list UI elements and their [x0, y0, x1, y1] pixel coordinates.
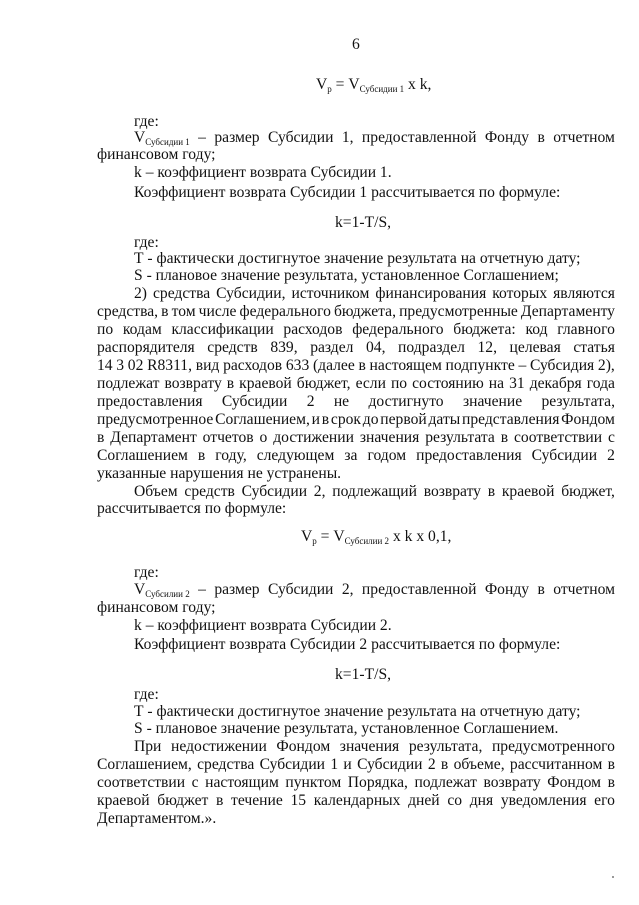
formula-text: V [301, 528, 313, 545]
formula-vr-1 [316, 76, 431, 98]
paragraph-2-line-1: 2) средства Субсидии, источником финансирования которых являются [134, 285, 615, 302]
formula-subscript: р [327, 84, 332, 94]
formula-k-2: k=1-T/S, [335, 666, 392, 683]
definition-k-1: k – коэффициент возврата Субсидии 1. [134, 164, 392, 181]
paragraph-2-line-8: предусмотренное Соглашением, и в срок до первой даты представления Фондом [97, 411, 615, 428]
paragraph-2-line-2: средства, в том числе федерального бюджета, предусмотренные Департаменту [97, 303, 615, 320]
symbol: $V_{Субсидии 1}$ [134, 129, 190, 147]
where-label: где: [134, 564, 159, 581]
definition-s-1: S - плановое значение результата, установленное Соглашением; [134, 267, 559, 284]
where-label: где: [134, 686, 159, 703]
definition-k-2: k – коэффициент возврата Субсидии 2. [134, 617, 392, 634]
coefficient-intro-2: Коэффициент возврата Субсидии 2 рассчитывается по формуле: [134, 636, 561, 653]
formula-vr-2 [301, 528, 451, 550]
formula-subscript: р [312, 536, 317, 546]
text-line: финансовом году; [97, 146, 216, 163]
paragraph-3-line-1: Объем средств Субсидии 2, подлежащий возврату в краевой бюджет, [134, 483, 615, 500]
definition-t-2: Т - фактически достигнутое значение результата на отчетную дату; [134, 703, 581, 720]
coefficient-intro-1: Коэффициент возврата Субсидии 1 рассчитывается по формуле: [134, 184, 561, 201]
definition-t-1: Т - фактически достигнутое значение результата на отчетную дату; [134, 250, 581, 267]
paragraph-2-line-10: Соглашением в году, следующем за годом предоставления Субсидии 2 [97, 447, 615, 464]
where-label: где: [134, 113, 159, 130]
paragraph-3-line-2: рассчитывается по формуле: [97, 500, 287, 517]
paragraph-4-line-1: При недостижении Фондом значения результата, предусмотренного [134, 738, 615, 755]
paragraph-4-line-2: Соглашением, средства Субсидии 1 и Субсидии 2 в объеме, рассчитанном в [97, 756, 615, 773]
text-line: финансовом году; [97, 599, 216, 616]
formula-k-1: k=1-T/S, [335, 214, 392, 231]
page-number: 6 [352, 36, 360, 53]
justified-line: $V_{Субсилии 2}$ – размер Субсидии 2, предоставленной Фонду в отчетном [134, 581, 615, 603]
definition-s-2: S - плановое значение результата, установленное Соглашением. [134, 720, 559, 737]
paragraph-4-line-4: краевой бюджет в течение 15 календарных дней со дня уведомления его [97, 792, 615, 809]
scan-speck [612, 876, 614, 878]
paragraph-2-line-6: подлежат возврату в краевой бюджет, если по состоянию на 31 декабря года [97, 375, 615, 392]
where-label: где: [134, 234, 159, 251]
paragraph-2-line-11: указанные нарушения не устранены. [97, 465, 342, 482]
formula-text: x k x 0,1, [389, 528, 452, 545]
paragraph-2-line-9: в Департамент отчетов о достижении значения результата в соответствии с [97, 429, 615, 446]
paragraph-2-line-7: предоставления Субсидии 2 не достигнуто значение результата, [97, 393, 615, 410]
formula-text: = V [331, 76, 360, 93]
paragraph-4-line-3: соответствии с настоящим пунктом Порядка, подлежат возврату Фондом в [97, 774, 615, 791]
formula-subscript: Субсидии 1 [359, 84, 405, 94]
formula-text: = V [316, 528, 345, 545]
symbol: $V_{Субсилии 2}$ [134, 581, 190, 599]
paragraph-2-line-5: 14 3 02 R8311, вид расходов 633 (далее в настоящем подпункте – Субсидия 2), [97, 357, 615, 374]
justified-line: $V_{Субсидии 1}$ – размер Субсидии 1, предоставленной Фонду в отчетном [134, 129, 615, 151]
paragraph-4-line-5: Департаментом.». [97, 810, 217, 827]
paragraph-2-line-3: по кодам классификации расходов федерального бюджета: код главного [97, 321, 615, 338]
formula-text: V [316, 76, 328, 93]
paragraph-2-line-4: распорядителя средств 839, раздел 04, подраздел 12, целевая статья [97, 339, 615, 356]
formula-subscript: Субсилии 2 [344, 536, 390, 546]
formula-text: x k, [404, 76, 432, 93]
